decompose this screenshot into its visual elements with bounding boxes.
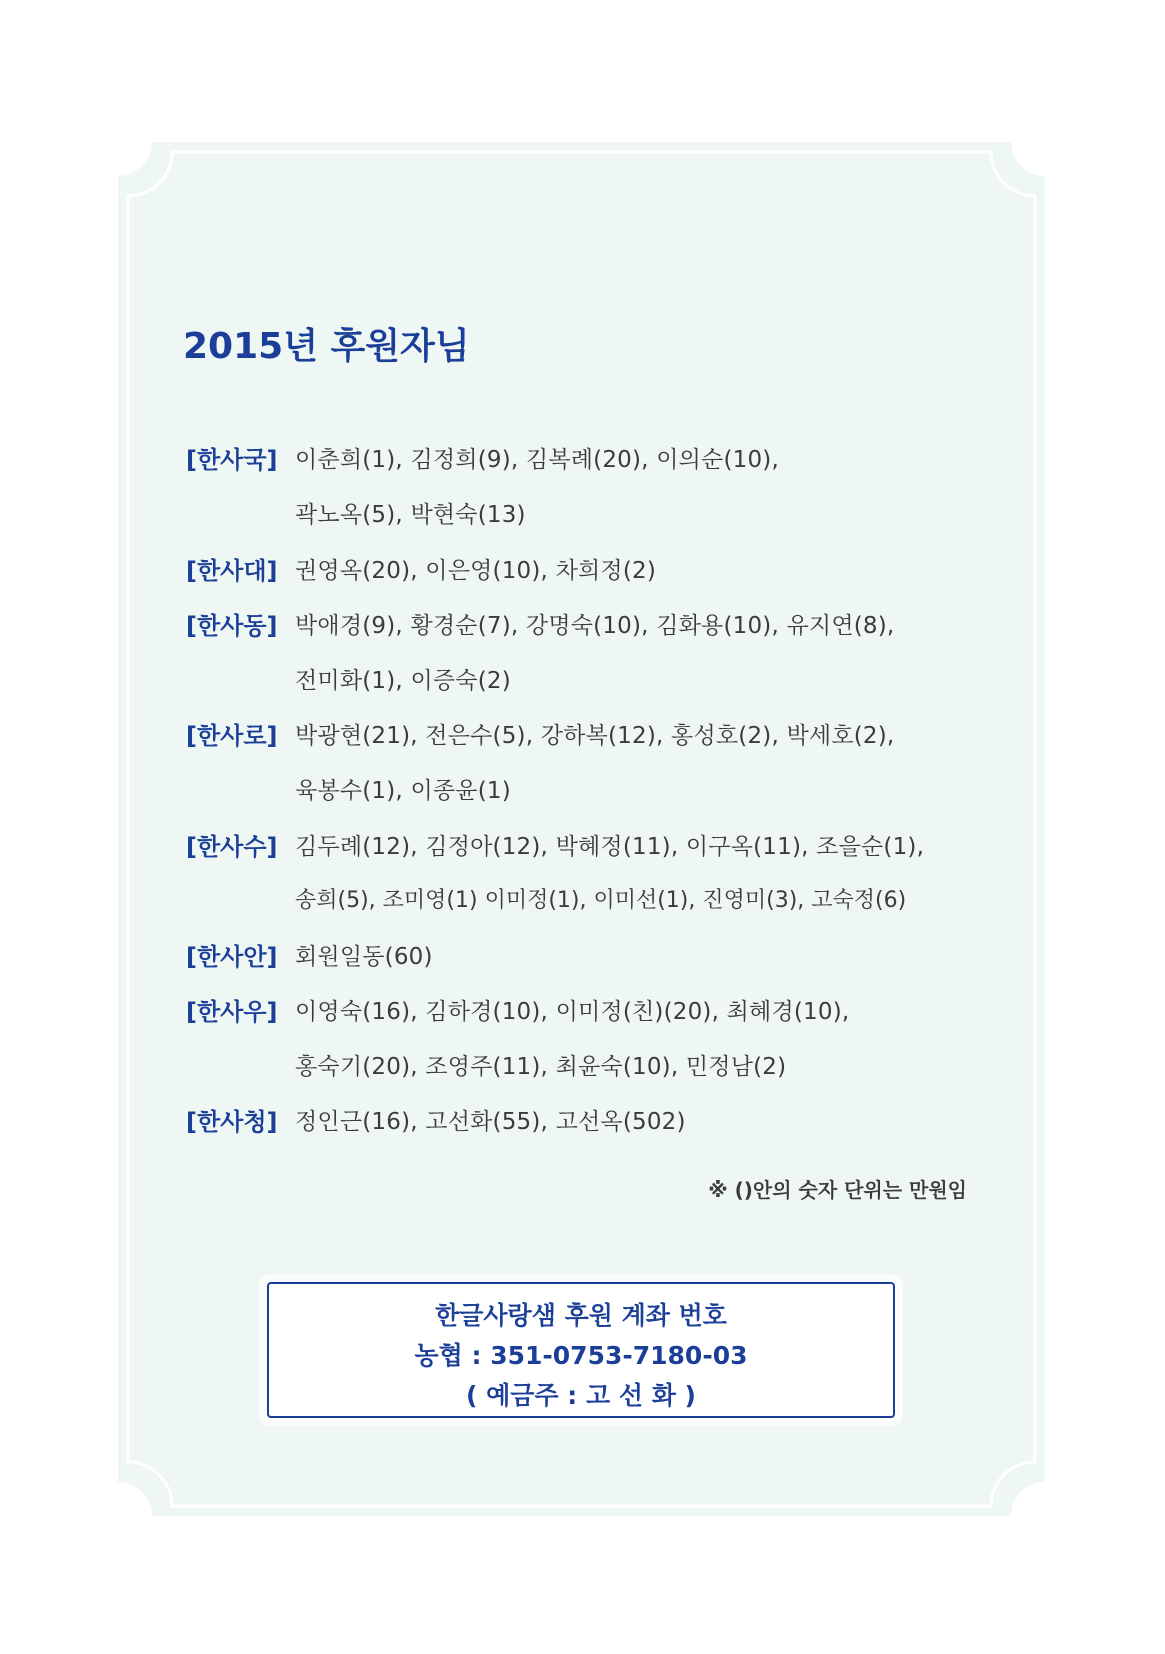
group-label: [한사우] [186, 998, 278, 1026]
donor-line: 홍숙기(20), 조영주(11), 최윤숙(10), 민정남(2) [295, 1054, 787, 1080]
page-title: 2015년 후원자님 [183, 326, 470, 367]
donor-line: 권영옥(20), 이은영(10), 차희정(2) [295, 558, 657, 584]
donor-line: 육봉수(1), 이종윤(1) [295, 778, 511, 804]
donor-line: 이춘희(1), 김정희(9), 김복례(20), 이의순(10), [295, 447, 779, 473]
group-label: [한사국] [186, 446, 278, 474]
donor-line: 정인근(16), 고선화(55), 고선옥(502) [295, 1109, 686, 1135]
group-label: [한사청] [186, 1108, 278, 1136]
donor-line: 박애경(9), 황경순(7), 강명숙(10), 김화용(10), 유지연(8), [295, 613, 895, 639]
group-label: [한사동] [186, 612, 278, 640]
donor-line: 박광현(21), 전은수(5), 강하복(12), 홍성호(2), 박세호(2), [295, 723, 895, 749]
account-holder: ( 예금주 : 고 선 화 ) [466, 1381, 696, 1410]
account-heading: 한글사랑샘 후원 계좌 번호 [435, 1301, 727, 1330]
group-label: [한사대] [186, 557, 278, 585]
account-number: 농협 : 351-0753-7180-03 [414, 1341, 748, 1370]
group-label: [한사안] [186, 943, 278, 971]
donor-line: 회원일동(60) [295, 944, 433, 970]
unit-footnote: ※ ()안의 숫자 단위는 만원임 [708, 1178, 967, 1202]
donor-line: 곽노옥(5), 박현숙(13) [295, 502, 526, 528]
donor-line: 전미화(1), 이증숙(2) [295, 668, 511, 694]
donor-line: 송희(5), 조미영(1) 이미정(1), 이미선(1), 진영미(3), 고숙정(6) [295, 888, 907, 913]
donor-line: 김두례(12), 김정아(12), 박혜정(11), 이구옥(11), 조을순(1), [295, 834, 925, 860]
group-label: [한사로] [186, 722, 278, 750]
account-info-box [267, 1282, 895, 1418]
group-label: [한사수] [186, 833, 278, 861]
donor-line: 이영숙(16), 김하경(10), 이미정(친)(20), 최혜경(10), [295, 999, 850, 1025]
